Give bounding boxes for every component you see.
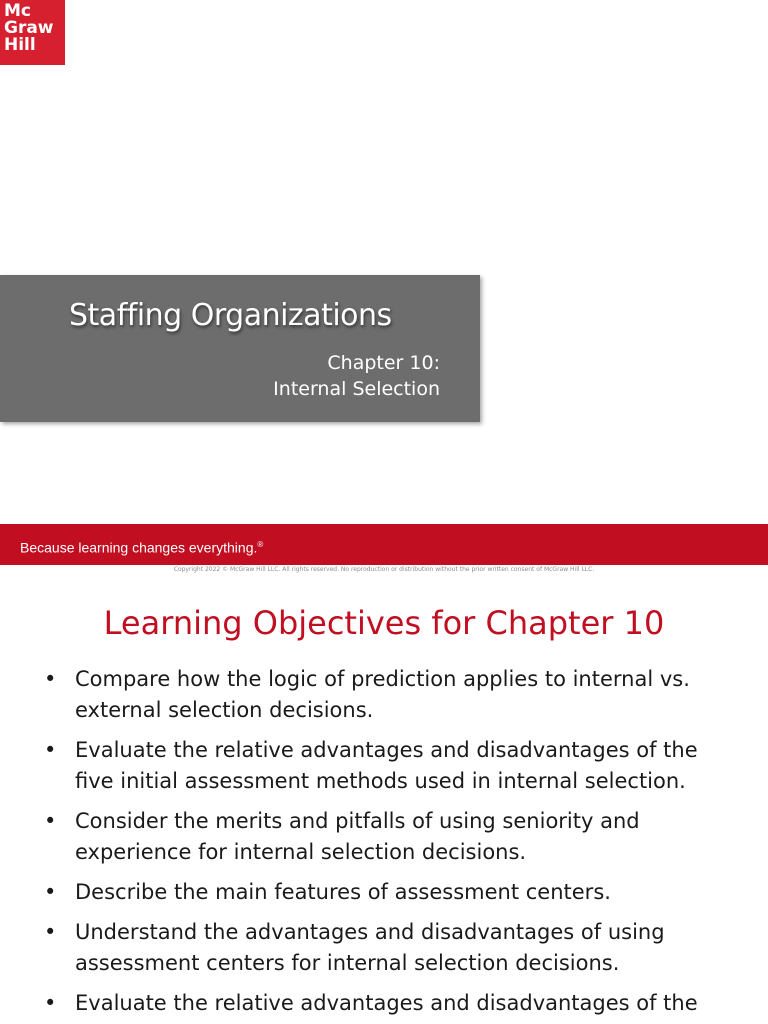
objective-item	[40, 806, 730, 868]
tagline-text: Because learning changes everything.	[20, 539, 258, 556]
bullet-icon: •	[44, 991, 57, 1015]
objective-item	[40, 917, 730, 979]
objective-text: Evaluate the relative advantages and disadvantages of the five initial assessment methods used in internal selection.	[75, 738, 698, 793]
chapter-number: Chapter 10:	[327, 352, 440, 374]
objective-item	[40, 664, 730, 726]
logo-line-3: Hill	[4, 35, 36, 55]
objectives-title: Learning Objectives for Chapter 10	[103, 604, 665, 642]
objective-text: Understand the advantages and disadvantages of using assessment centers for internal selection decisions.	[75, 920, 665, 975]
mcgraw-hill-logo	[0, 0, 65, 65]
logo-line-1: Mc	[4, 1, 31, 21]
chapter-subtitle	[273, 350, 440, 402]
chapter-name: Internal Selection	[273, 378, 440, 400]
objective-text: Compare how the logic of prediction applies to internal vs. external selection decisions.	[75, 667, 690, 722]
bullet-icon: •	[44, 738, 57, 762]
objectives-list	[40, 664, 730, 1024]
objective-text: Describe the main features of assessment centers.	[75, 880, 611, 904]
objective-item	[40, 988, 730, 1019]
copyright-notice: Copyright 2022 © McGraw Hill LLC. All rights reserved. No reproduction or distribution without the prior written consent of McGraw Hill LLC.	[173, 566, 595, 573]
logo-line-2: Graw	[4, 18, 54, 38]
presentation-title: Staffing Organizations	[69, 298, 392, 333]
objective-item	[40, 877, 730, 908]
tagline	[20, 536, 263, 557]
bullet-icon: •	[44, 667, 57, 691]
objective-text: Evaluate the relative advantages and disadvantages of the	[75, 991, 698, 1015]
trademark-symbol: ®	[257, 540, 264, 549]
objective-item	[40, 735, 730, 797]
bullet-icon: •	[44, 920, 57, 944]
bullet-icon: •	[44, 880, 57, 904]
bullet-icon: •	[44, 809, 57, 833]
objective-text: Consider the merits and pitfalls of using seniority and experience for internal selection decisions.	[75, 809, 640, 864]
